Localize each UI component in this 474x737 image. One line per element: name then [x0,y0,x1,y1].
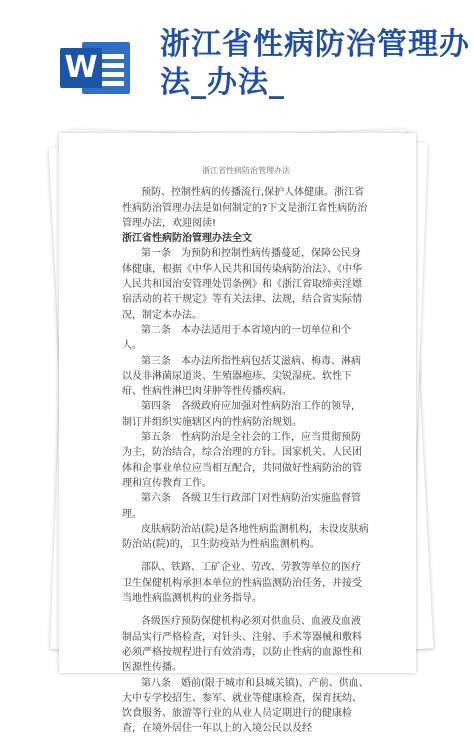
word-icon-line [100,81,124,86]
paragraph: 第二条 本办法适用于本省境内的一切单位和个人。 [122,324,351,352]
document-page [59,133,416,735]
word-icon-line [100,63,124,68]
document-body [122,163,370,737]
page-title: 浙江省性病防治管理办法_办法_ [160,27,470,100]
paragraph: 第六条 各级卫生行政部门对性病防治实施监督管理。 [122,493,361,520]
paragraph: 第三条 本办法所指性病包括艾滋病、梅毒、淋病以及非淋菌尿道炎、生殖器疱疹、尖锐湿疣、软性下疳、性病性淋巴肉芽肿等性传播疾病。 [122,355,361,398]
paragraph: 第一条 为预防和控制性病传播蔓延，保障公民身体健康，根据《中华人民共和国传染病防治法》、《中华人民共和国治安管理处罚条例》和《浙江省取缔卖淫嫖宿活动的若干规定》等有关法律、法规，结合省实际情况，制定本办法。 [122,248,362,321]
paragraph: 预防、控制性病的传播流行,保护人体健康。浙江省性病防治管理办法是如何制定的?下文是浙江省性病防治管理办法，欢迎阅读! [122,187,368,229]
section-heading: 浙江省性病防治管理办法全文 [122,233,252,245]
document-title: 浙江省性病防治管理办法 [202,166,290,175]
paragraph: 皮肤病防治站(院)是各地性病监测机构，未设皮肤病防治站(院)的，卫生防疫站为性病监测机构。 [122,523,369,551]
paragraph: 部队、铁路、工矿企业、劳改、劳教等单位的医疗卫生保健机构承担本单位的性病监测防治任务，并接受当地性病监测机构的业务指导。 [122,562,362,605]
document-paragraphs [122,185,370,736]
word-document-icon [60,40,132,96]
word-icon-line [100,72,124,77]
paragraph: 第八条 婚前(限于城市和县城关镇)、产前、供血、大中专学校招生、参军、就业等健康检查，保育抚幼、饮食服务、旅游等行业的从业人员定期进行的健康检查，在境外居住一年以上的入境公民以及经 [122,677,369,735]
paragraph: 各级医疗预防保健机构必须对供血员、血液及血液制品实行严格检查，对针头、注射、手术等器械和敷料必须严格按规程进行有效消毒，以防止性病的血源性和医源性传播。 [122,616,362,674]
header-banner [0,0,474,112]
paragraph: 第四条 各级政府应加强对性病防治工作的领导，制订并组织实施辖区内的性病防治规划。 [122,401,361,428]
word-icon-line [100,54,124,59]
paragraph: 第五条 性病防治是全社会的工作，应当贯彻预防为主，防治结合，综合治理的方针。国家机关、人民团体和企事业单位应当相互配合，共同做好性病防治的管理和宣传教育工作。 [122,432,362,489]
word-icon-letter: W [64,50,98,85]
